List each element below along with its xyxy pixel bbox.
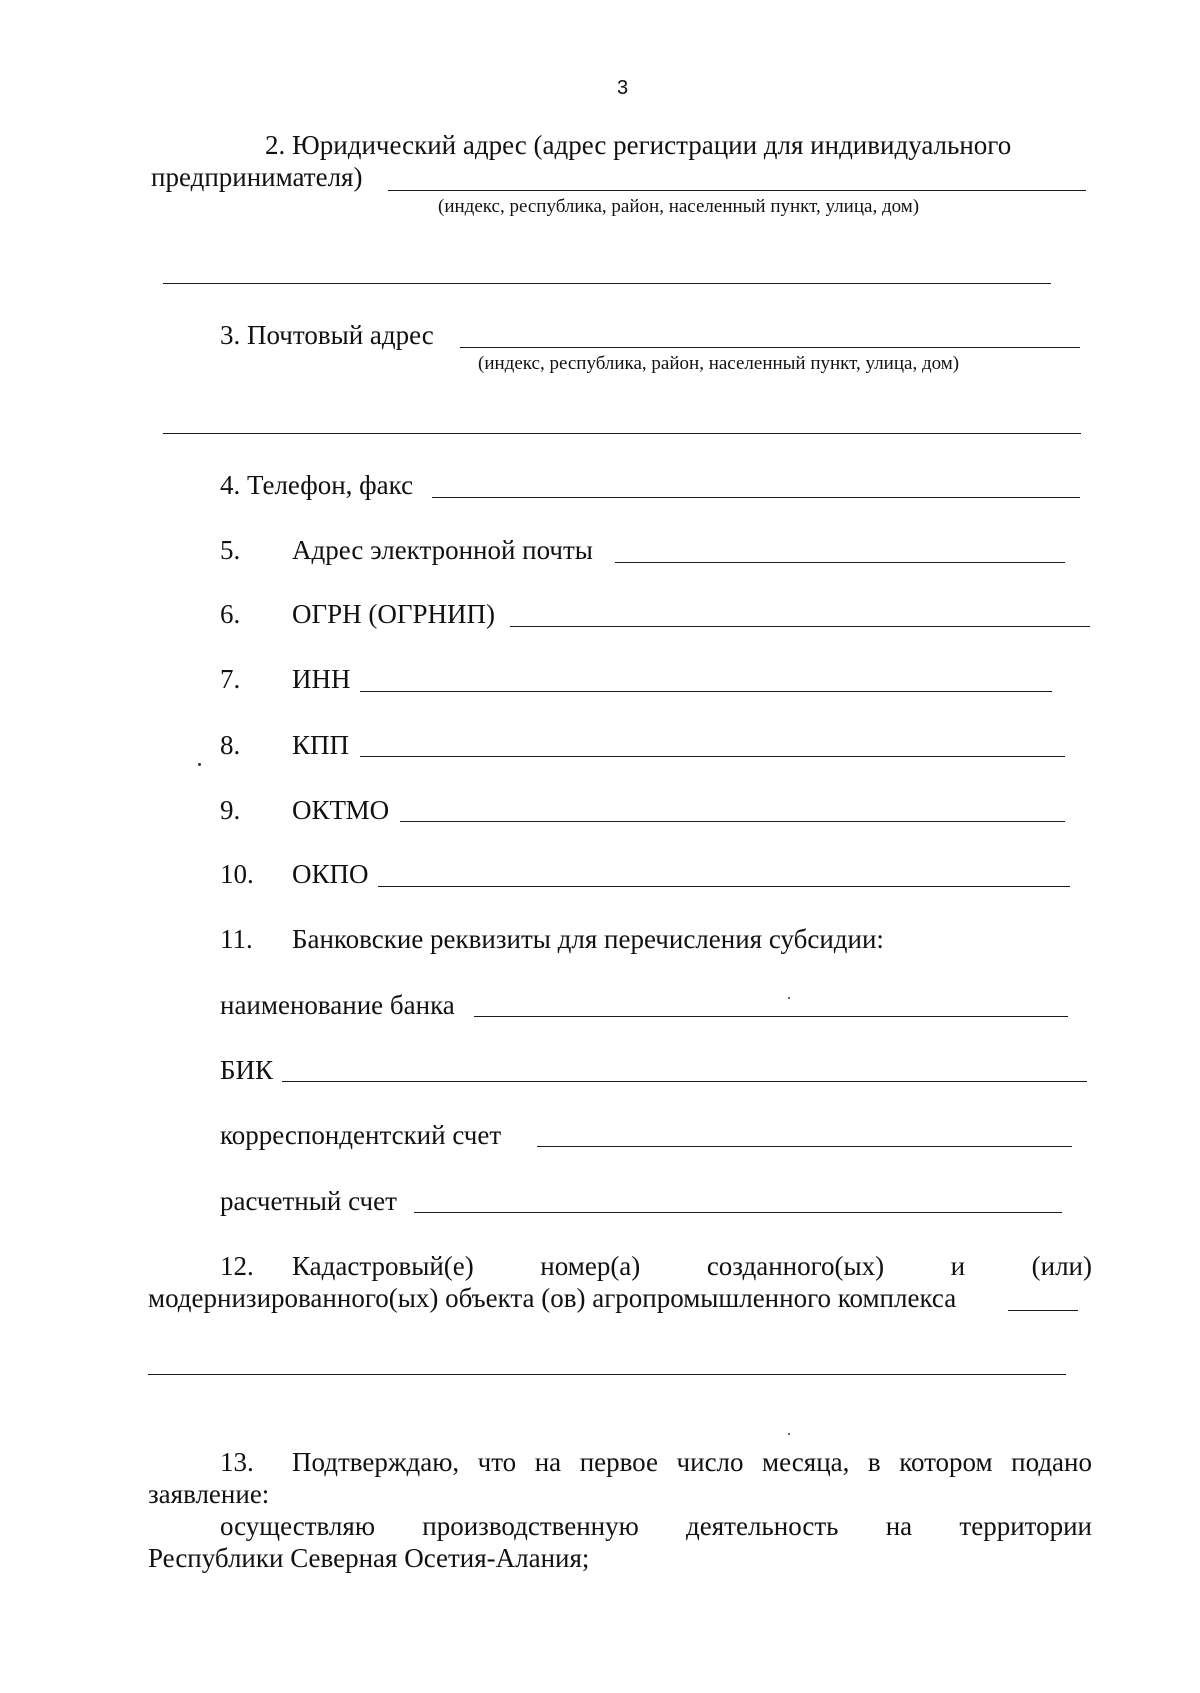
- ogrn-field[interactable]: [510, 626, 1090, 627]
- email-label: Адрес электронной почты: [292, 535, 593, 565]
- settlement-account-label: расчетный счет: [220, 1186, 397, 1216]
- okpo-field[interactable]: [378, 886, 1070, 887]
- inn-label: ИНН: [292, 664, 351, 694]
- confirmation-text-cont: заявление:: [148, 1479, 270, 1509]
- postal-address-field[interactable]: [460, 347, 1080, 348]
- kpp-field[interactable]: [360, 756, 1065, 757]
- item-number-11: 11.: [220, 924, 253, 954]
- postal-address-field-line2[interactable]: [163, 433, 1081, 434]
- legal-address-field[interactable]: [388, 190, 1086, 191]
- cadastral-field[interactable]: [1008, 1310, 1078, 1311]
- oktmo-field[interactable]: [400, 821, 1065, 822]
- bik-field[interactable]: [282, 1081, 1087, 1082]
- item-number-6: 6.: [220, 599, 241, 629]
- phone-fax-field[interactable]: [432, 497, 1080, 498]
- legal-address-label: 2. Юридический адрес (адрес регистрации для индивидуального: [265, 130, 1012, 160]
- ogrn-label: ОГРН (ОГРНИП): [292, 599, 495, 629]
- settlement-account-field[interactable]: [414, 1212, 1062, 1213]
- cadastral-label: Кадастровый(е) номер(а) созданного(ых) и (или): [292, 1251, 1092, 1281]
- confirmation-clause-cont: Республики Северная Осетия-Алания;: [148, 1543, 590, 1573]
- corr-account-label: корреспондентский счет: [220, 1120, 502, 1150]
- corr-account-field[interactable]: [537, 1146, 1072, 1147]
- stray-dot-mark: [788, 1433, 790, 1435]
- item-number-9: 9.: [220, 795, 241, 825]
- item-number-5: 5.: [220, 535, 241, 565]
- confirmation-clause: осуществляю производственную деятельность на территории: [220, 1511, 1092, 1541]
- kpp-label: КПП: [292, 730, 350, 760]
- stray-dot-mark: [198, 763, 201, 766]
- cadastral-field-line2[interactable]: [148, 1374, 1066, 1375]
- email-field[interactable]: [615, 562, 1065, 563]
- postal-address-label: 3. Почтовый адрес: [220, 320, 434, 350]
- legal-address-field-line2[interactable]: [163, 283, 1051, 284]
- stray-dot-mark: [788, 997, 790, 999]
- legal-address-hint: (индекс, республика, район, населенный пункт, улица, дом): [438, 196, 920, 217]
- item-number-8: 8.: [220, 730, 241, 760]
- inn-field[interactable]: [360, 691, 1052, 692]
- bik-label: БИК: [220, 1055, 274, 1085]
- cadastral-label-cont: модернизированного(ых) объекта (ов) агропромышленного комплекса: [148, 1283, 957, 1313]
- confirmation-text: Подтверждаю, что на первое число месяца, в котором подано: [292, 1447, 1092, 1477]
- bank-name-field[interactable]: [474, 1016, 1068, 1017]
- phone-fax-label: 4. Телефон, факс: [220, 470, 414, 500]
- oktmo-label: ОКТМО: [292, 795, 390, 825]
- postal-address-hint: (индекс, республика, район, населенный пункт, улица, дом): [478, 353, 960, 374]
- item-number-13: 13.: [220, 1447, 254, 1477]
- item-number-10: 10.: [220, 859, 254, 889]
- bank-details-heading: Банковские реквизиты для перечисления субсидии:: [292, 924, 884, 954]
- bank-name-label: наименование банка: [220, 990, 455, 1020]
- legal-address-label-cont: предпринимателя): [151, 162, 363, 192]
- okpo-label: ОКПО: [292, 859, 369, 889]
- page-number: 3: [617, 77, 629, 99]
- item-number-12: 12.: [220, 1251, 254, 1281]
- item-number-7: 7.: [220, 664, 241, 694]
